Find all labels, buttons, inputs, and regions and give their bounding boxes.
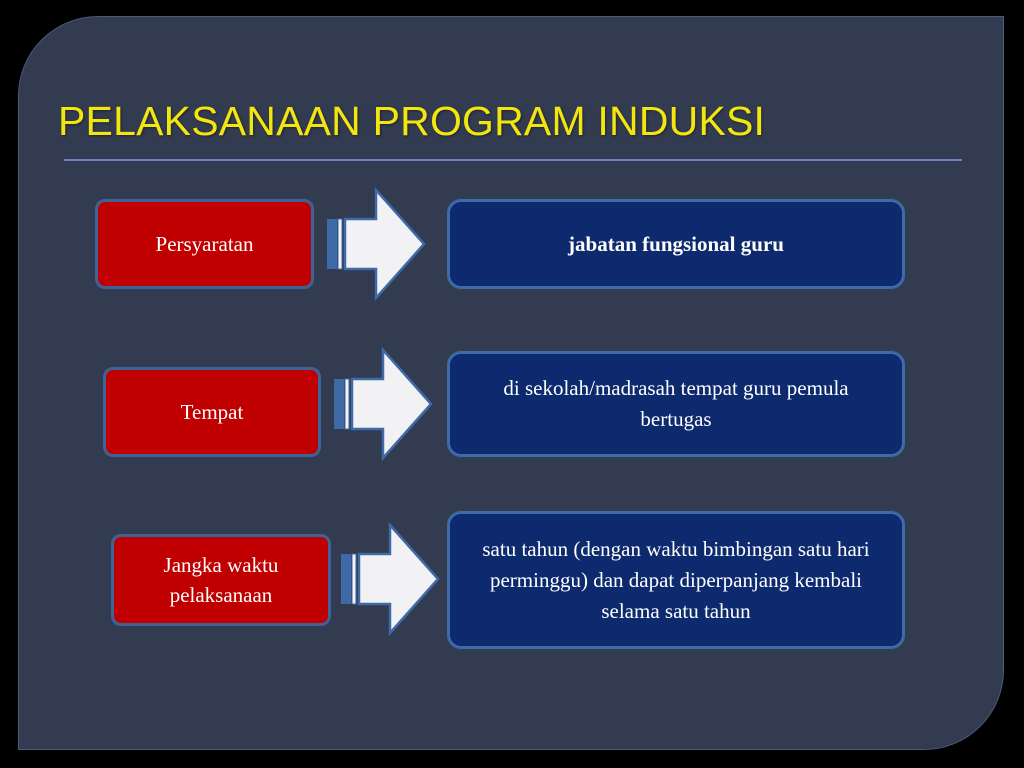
arrow-right-icon — [340, 523, 442, 635]
arrow-right-icon — [326, 188, 428, 300]
description-persyaratan: jabatan fungsional guru — [447, 199, 905, 289]
label-tempat: Tempat — [103, 367, 321, 457]
description-jangka-waktu: satu tahun (dengan waktu bimbingan satu hari perminggu) dan dapat diperpanjang kembali selama satu tahun — [447, 511, 905, 649]
label-persyaratan: Persyaratan — [95, 199, 314, 289]
arrow-right-icon — [333, 348, 435, 460]
title-divider — [64, 159, 962, 161]
label-jangka-waktu: Jangka waktu pelaksanaan — [111, 534, 331, 626]
description-tempat: di sekolah/madrasah tempat guru pemula bertugas — [447, 351, 905, 457]
slide-title: PELAKSANAAN PROGRAM INDUKSI — [58, 98, 766, 144]
